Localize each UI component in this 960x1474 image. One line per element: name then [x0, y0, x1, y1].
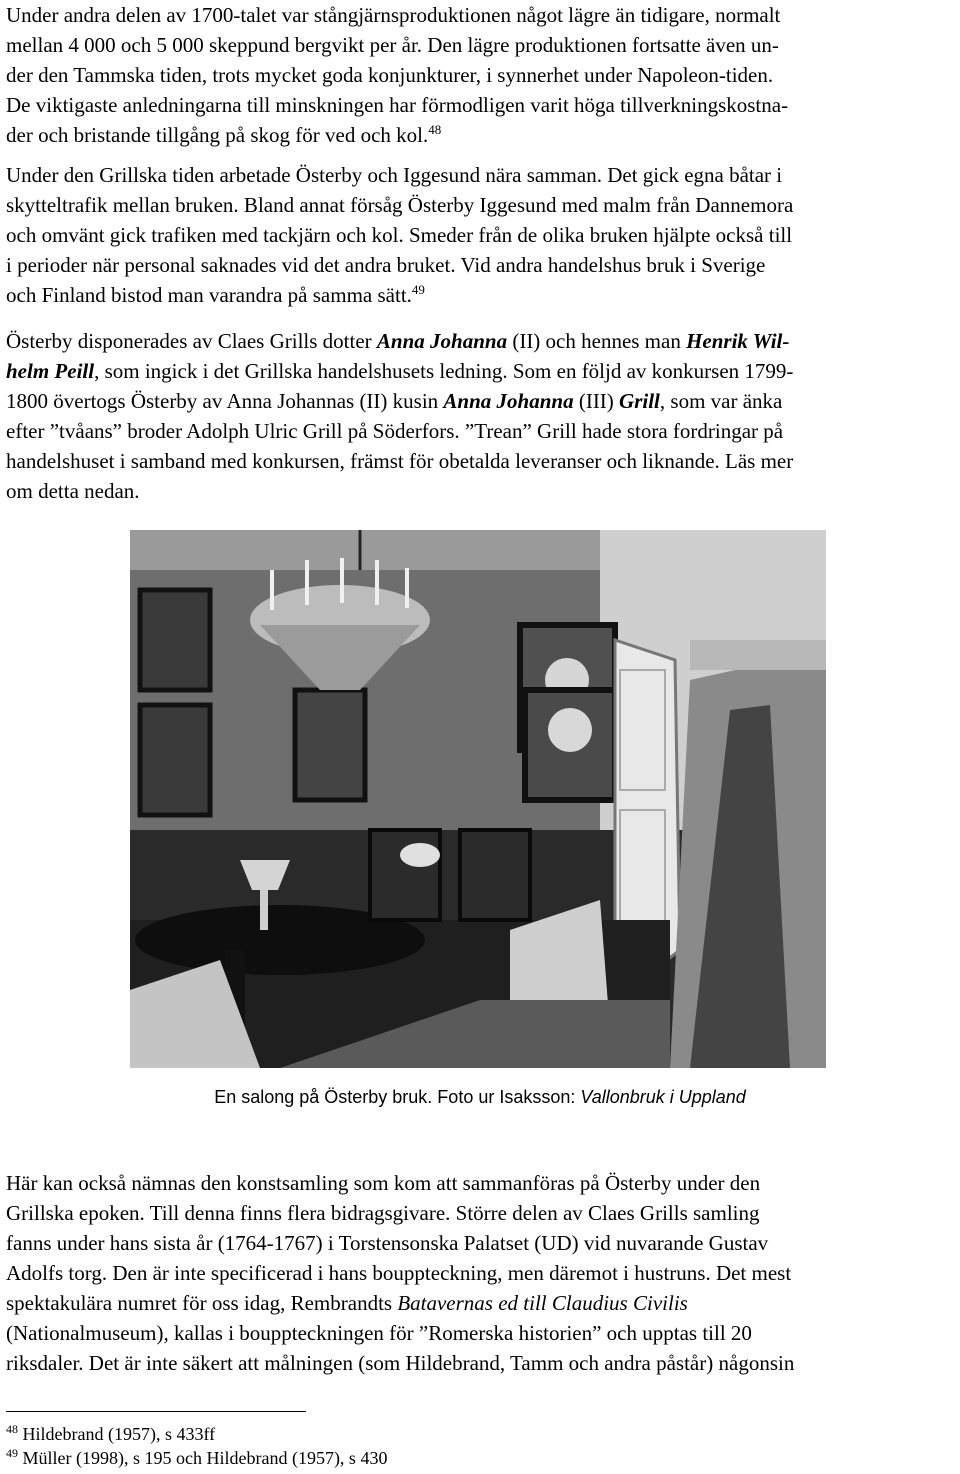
paragraph-owners [6, 326, 954, 506]
text-line [6, 280, 954, 310]
text-line [6, 386, 954, 416]
footnote-text: Hildebrand (1957), s 433ff [22, 1424, 216, 1444]
person-name: Grill [619, 389, 660, 413]
text-segment: spektakulära numret för oss idag, Rembrandts [6, 1291, 398, 1315]
text-segment: (II) och hennes man [507, 329, 687, 353]
footnote-text: Müller (1998), s 195 och Hildebrand (1957), s 430 [22, 1448, 388, 1468]
text-line [6, 1288, 954, 1318]
artwork-title: Batavernas ed till Claudius Civilis [397, 1291, 688, 1315]
text-line: handelshuset i samband med konkursen, främst för obetalda leveranser och liknande. Läs mer [6, 449, 794, 473]
text-line: mellan 4 000 och 5 000 skeppund bergvikt per år. Den lägre produktionen fortsatte även un- [6, 33, 779, 57]
text-line: der den Tammska tiden, trots mycket goda konjunkturer, i synnerhet under Napoleon-tiden. [6, 63, 774, 87]
text-line: i perioder när personal saknades vid det andra bruket. Vid andra handelshus bruk i Sverige [6, 253, 766, 277]
text-line: skytteltrafik mellan bruken. Bland annat försåg Österby Iggesund med malm från Dannemora [6, 193, 794, 217]
person-name: helm Peill [6, 359, 95, 383]
text-segment: 1800 övertogs Österby av Anna Johannas (II) kusin [6, 389, 444, 413]
paragraph-art-collection [6, 1168, 954, 1378]
footnote-ref-49[interactable]: 49 [411, 282, 425, 297]
text-line: Under andra delen av 1700-talet var stångjärnsproduktionen något lägre än tidigare, normalt [6, 3, 781, 27]
text-segment: , som ingick i det Grillska handelshusets ledning. Som en följd av konkursen 1799- [94, 359, 794, 383]
text-line [6, 356, 954, 386]
text-line: (Nationalmuseum), kallas i bouppteckningen för ”Romerska historien” och upptas till 20 [6, 1321, 752, 1345]
caption-source-title: Vallonbruk i Uppland [580, 1087, 746, 1107]
text-segment: (III) [573, 389, 620, 413]
paragraph-grill-era [6, 160, 954, 310]
footnote-divider [6, 1411, 306, 1412]
text-line: Här kan också nämnas den konstsamling som kom att sammanföras på Österby under den [6, 1171, 761, 1195]
person-name: Anna Johanna [376, 329, 508, 353]
text-line: riksdaler. Det är inte säkert att målningen (som Hildebrand, Tamm och andra påstår) någonsin [6, 1351, 795, 1375]
text-segment: och Finland bistod man varandra på samma sätt. [6, 283, 412, 307]
text-line: Adolfs torg. Den är inte specificerad i hans bouppteckning, men däremot i hustruns. Det mest [6, 1261, 792, 1285]
person-name: Anna Johanna [443, 389, 574, 413]
text-segment: Österby disponerades av Claes Grills dotter [6, 329, 377, 353]
text-line [6, 326, 954, 356]
salon-photo-illustration [130, 530, 826, 1068]
person-name: Henrik Wil- [686, 329, 790, 353]
text-segment: der och bristande tillgång på skog för ved och kol. [6, 123, 429, 147]
caption-text: En salong på Österby bruk. Foto ur Isaksson: [214, 1087, 581, 1107]
salon-photo [130, 530, 826, 1068]
text-line [6, 120, 954, 150]
footnote-48 [6, 1423, 215, 1445]
text-line: De viktigaste anledningarna till minskningen har förmodligen varit höga tillverkningskostna- [6, 93, 789, 117]
figure-caption [0, 1085, 960, 1109]
text-line: om detta nedan. [6, 479, 140, 503]
text-line: och omvänt gick trafiken med tackjärn och kol. Smeder från de olika bruken hjälpte också till [6, 223, 793, 247]
paragraph-production [6, 0, 954, 150]
text-segment: , som var änka [659, 389, 783, 413]
footnote-ref-48[interactable]: 48 [428, 122, 442, 137]
text-line: Under den Grillska tiden arbetade Österby och Iggesund nära samman. Det gick egna båtar i [6, 163, 783, 187]
text-line: efter ”tvåans” broder Adolph Ulric Grill på Söderfors. ”Trean” Grill hade stora fordringar på [6, 419, 784, 443]
footnote-number: 48 [6, 1422, 18, 1436]
footnote-49 [6, 1447, 387, 1469]
footnote-number: 49 [6, 1446, 18, 1460]
text-line: fanns under hans sista år (1764-1767) i Torstensonska Palatset (UD) vid nuvarande Gustav [6, 1231, 769, 1255]
text-line: Grillska epoken. Till denna finns flera bidragsgivare. Större delen av Claes Grills samling [6, 1201, 760, 1225]
